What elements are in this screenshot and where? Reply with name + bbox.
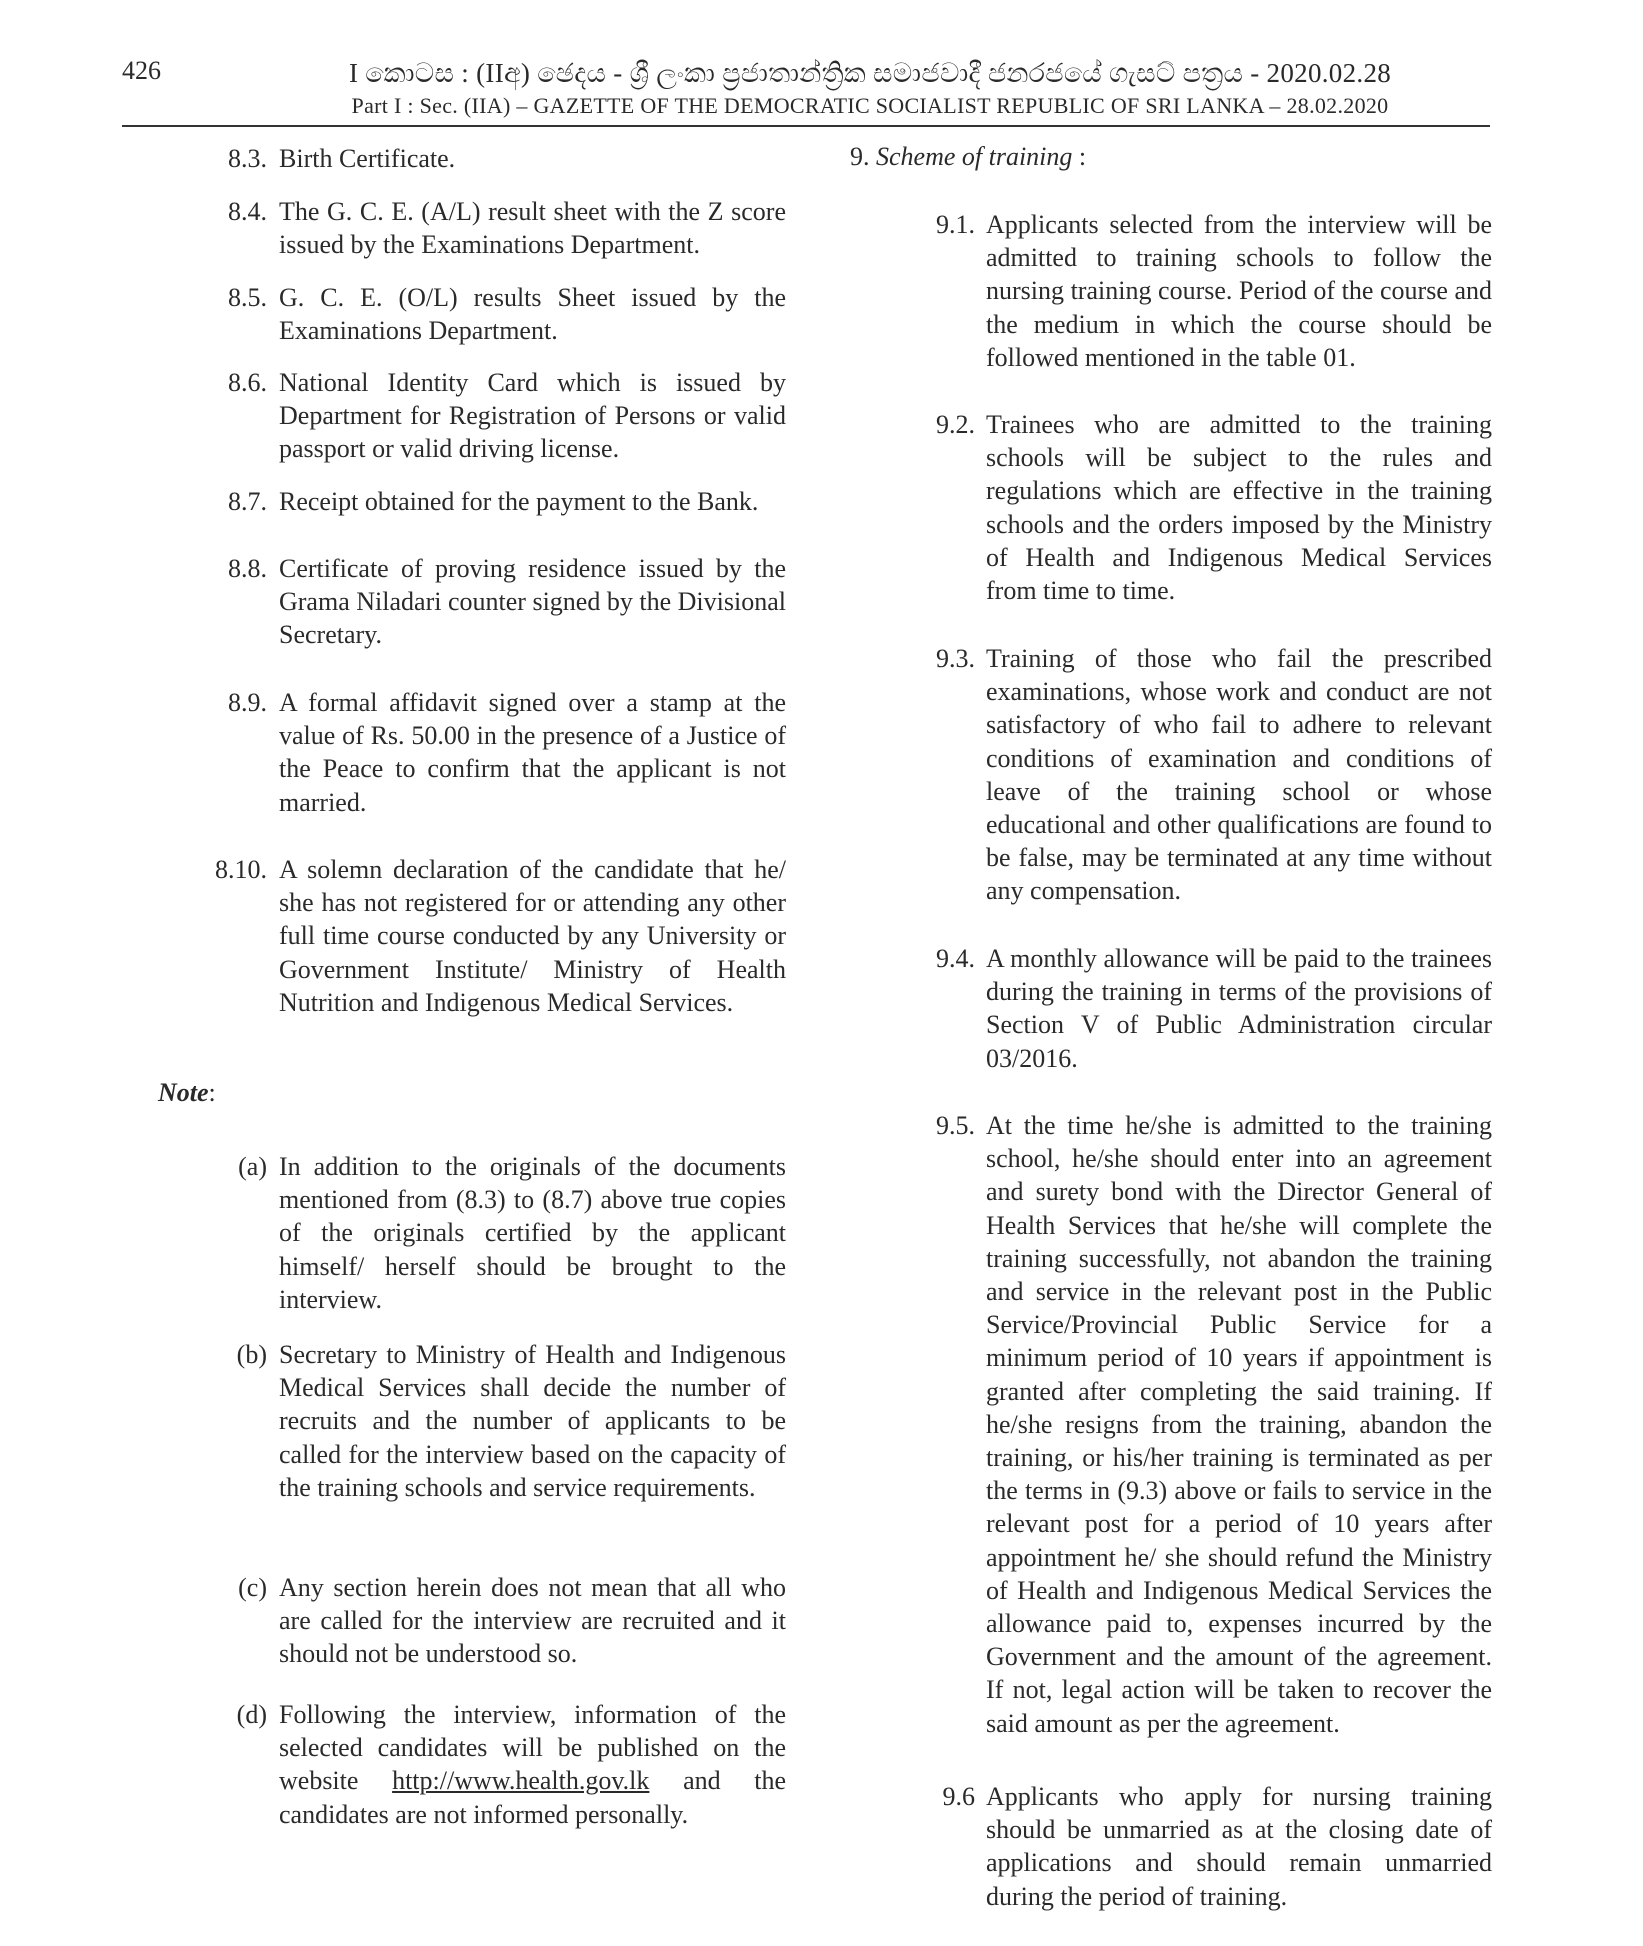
item-number: 9.6 xyxy=(942,1782,975,1811)
note-text: Following the interview, information of the selected candidates will be published on the website http://www.health.gov.lk and the candidates are not informed personally. xyxy=(279,1700,787,1829)
list-item-8-6 xyxy=(122,366,786,466)
item-number: 8.7. xyxy=(228,487,267,516)
note-item-b xyxy=(122,1338,786,1504)
header-divider xyxy=(122,125,1490,127)
note-heading: Note: xyxy=(158,1078,216,1107)
list-item-8-9 xyxy=(122,686,786,819)
note-label: (b) xyxy=(236,1340,267,1369)
item-text: A formal affidavit signed over a stamp at the value of Rs. 50.00 in the presence of a Justice of the Peace to confirm that the applicant is not married. xyxy=(279,688,786,817)
item-text: A solemn declaration of the candidate that he/ she has not registered for or attending any other full time course conducted by any University or Government Institute/ Ministry of Health Nutrition and Indigenous Medical Services. xyxy=(279,855,786,1017)
item-number: 8.3. xyxy=(228,144,267,173)
list-item-8-8 xyxy=(122,552,786,652)
item-number: 9.5. xyxy=(936,1111,975,1140)
item-text: Applicants selected from the interview will be admitted to training schools to follow the nursing training course. Period of the course and the medium in which the course should be followed mentioned in the table 01. xyxy=(986,210,1492,372)
item-number: 8.6. xyxy=(228,368,267,397)
note-item-c xyxy=(122,1571,786,1671)
note-item-d xyxy=(122,1698,786,1831)
page-number: 426 xyxy=(122,56,161,85)
note-text: Any section herein does not mean that all who are called for the interview are recruited and it should not be understood so. xyxy=(279,1573,786,1669)
note-label: (a) xyxy=(238,1152,267,1181)
item-number: 9.1. xyxy=(936,210,975,239)
item-number: 8.4. xyxy=(228,197,267,226)
item-text: Training of those who fail the prescribed examinations, whose work and conduct are not satisfactory of who fail to adhere to relevant conditions of examination and conditions of leave of the training school or whose educational and other qualifications are found to be false, may be terminated at any time without any compensation. xyxy=(986,644,1492,906)
list-item-9-1 xyxy=(832,208,1492,374)
item-number: 8.9. xyxy=(228,688,267,717)
item-number: 9.2. xyxy=(936,410,975,439)
list-item-8-3 xyxy=(122,142,786,175)
item-text: National Identity Card which is issued by Department for Registration of Persons or valid passport or valid driving license. xyxy=(279,368,786,464)
item-text: At the time he/she is admitted to the training school, he/she should enter into an agreement and surety bond with the Director General of Health Services that he/she will complete the training successfully, not abandon the training and service in the relevant post in the Public Service/Provincial Public Service for a minimum period of 10 years if appointment is granted after completing the said training. If he/she resigns from the training, abandon the training, or his/her training is terminated as per the terms in (9.3) above or fails to service in the relevant post for a period of 10 years after appointment he/ she should refund the Ministry of Health and Indigenous Medical Services the allowance paid to, expenses incurred by the Government and the amount of the agreement. If not, legal action will be taken to recover the said amount as per the agreement. xyxy=(986,1111,1492,1738)
note-label: (d) xyxy=(236,1700,267,1729)
website-link[interactable]: http://www.health.gov.lk xyxy=(392,1766,650,1796)
list-item-9-3 xyxy=(832,642,1492,908)
list-item-8-7 xyxy=(122,485,786,518)
item-text: Applicants who apply for nursing training should be unmarried as at the closing date of applications and should remain unmarried during the period of training. xyxy=(986,1782,1492,1911)
note-item-a xyxy=(122,1150,786,1316)
header-title-sinhala: I කොටස : (IIඅ) ඡෙදය - ශ්‍රී ලංකා ප්‍රජාතාන්ත්‍රික සමාජවාදී ජනරජයේ ගැසට් පත්‍රය - 2020.02.28 xyxy=(348,58,1392,88)
note-text: Secretary to Ministry of Health and Indigenous Medical Services shall decide the number of recruits and the number of applicants to be called for the interview based on the capacity of the training schools and service requirements. xyxy=(279,1340,786,1502)
section-9-heading: 9. Scheme of training : xyxy=(850,142,1087,171)
list-item-8-10 xyxy=(122,853,786,1019)
item-number: 8.5. xyxy=(228,283,267,312)
header-title-english: Part I : Sec. (IIA) – GAZETTE OF THE DEMOCRATIC SOCIALIST REPUBLIC OF SRI LANKA – 28.02.2020 xyxy=(351,93,1389,118)
list-item-8-5 xyxy=(122,281,786,347)
item-text: A monthly allowance will be paid to the trainees during the training in terms of the provisions of Section V of Public Administration circular 03/2016. xyxy=(986,944,1492,1073)
item-text: Receipt obtained for the payment to the Bank. xyxy=(279,487,759,516)
item-text: Trainees who are admitted to the training schools will be subject to the rules and regulations which are effective in the training schools and the orders imposed by the Ministry of Health and Indigenous Medical Services from time to time. xyxy=(986,410,1492,606)
item-text: Certificate of proving residence issued by the Grama Niladari counter signed by the Divisional Secretary. xyxy=(279,554,786,650)
item-number: 9.3. xyxy=(936,644,975,673)
item-number: 8.10. xyxy=(215,855,267,884)
list-item-8-4 xyxy=(122,195,786,261)
list-item-9-2 xyxy=(832,408,1492,607)
note-label: (c) xyxy=(238,1573,267,1602)
item-number: 8.8. xyxy=(228,554,267,583)
item-text: The G. C. E. (A/L) result sheet with the Z score issued by the Examinations Department. xyxy=(279,197,786,260)
item-number: 9.4. xyxy=(936,944,975,973)
item-text: Birth Certificate. xyxy=(279,144,456,173)
list-item-9-6 xyxy=(832,1780,1492,1913)
note-text: In addition to the originals of the documents mentioned from (8.3) to (8.7) above true copies of the originals certified by the applicant himself/ herself should be brought to the interview. xyxy=(279,1152,786,1314)
list-item-9-5 xyxy=(832,1109,1492,1740)
item-text: G. C. E. (O/L) results Sheet issued by the Examinations Department. xyxy=(279,283,786,346)
list-item-9-4 xyxy=(832,942,1492,1075)
